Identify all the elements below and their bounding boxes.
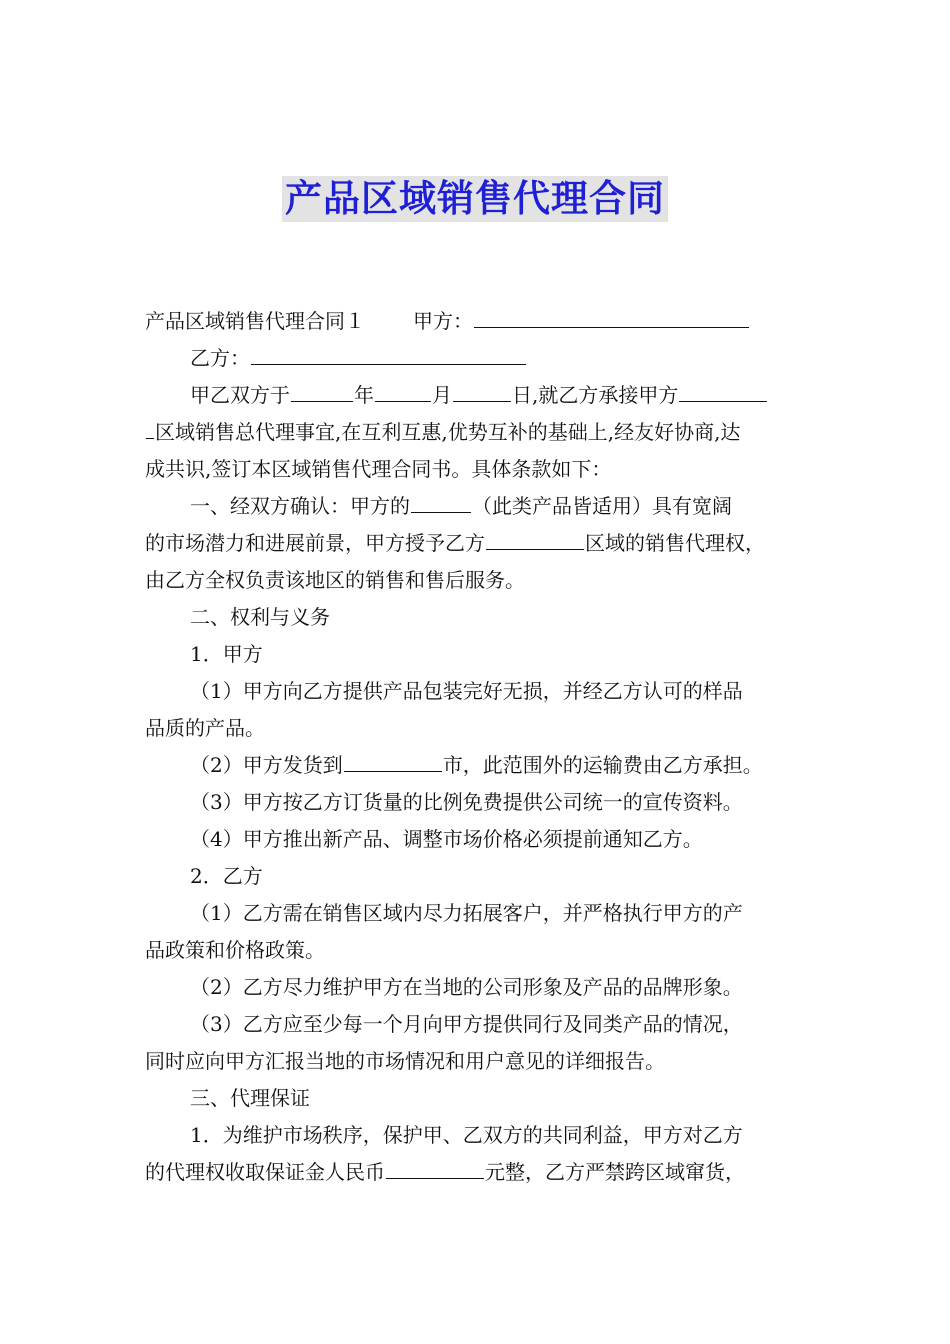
party-a-blank: [474, 303, 749, 328]
intro-text: 区域销售总代理事宜,在互利互惠,优势互补的基础上,经友好协商,达: [155, 420, 741, 444]
year-blank: [291, 377, 353, 402]
header-line: [145, 303, 810, 340]
clause-b3-line-2: [145, 1043, 810, 1080]
city-blank: [344, 747, 442, 772]
clause-text: 元整，乙方严禁跨区域窜货，: [485, 1160, 745, 1184]
section2-heading: [145, 599, 810, 636]
clause-text: （4）甲方推出新产品、调整市场价格必须提前通知乙方。: [190, 827, 703, 851]
clause-text: （2）甲方发货到: [190, 753, 343, 777]
clause-text: 品政策和价格政策。: [145, 938, 325, 962]
document-title: 产品区域销售代理合同: [282, 176, 668, 222]
clause-b1-line-1: [145, 895, 810, 932]
title-container: [0, 176, 950, 222]
deposit-blank: [386, 1154, 484, 1179]
product-blank: [411, 488, 471, 513]
clause-a2: [145, 747, 810, 784]
party-b-heading: [145, 858, 810, 895]
intro-text: 年: [354, 383, 374, 407]
intro-text: 月: [432, 383, 452, 407]
intro-line-1: [145, 377, 810, 414]
intro-text: 甲乙双方于: [190, 383, 290, 407]
party-a-heading: [145, 636, 810, 673]
intro-text: 成共识,签订本区域销售代理合同书。具体条款如下：: [145, 457, 612, 481]
clause-a1-line-1: [145, 673, 810, 710]
clause-text: 市，此范围外的运输费由乙方承担。: [442, 753, 763, 777]
clause-a3: [145, 784, 810, 821]
section1-text: 由乙方全权负责该地区的销售和售后服务。: [145, 568, 525, 592]
clause-text: （1）乙方需在销售区域内尽力拓展客户，并严格执行甲方的产: [190, 901, 743, 925]
clause-text: 品质的产品。: [145, 716, 265, 740]
clause-a1-line-2: [145, 710, 810, 747]
area-blank: [486, 525, 584, 550]
party-a-label: 甲方：: [413, 309, 473, 333]
section-heading: 三、代理保证: [190, 1086, 310, 1110]
clause-text: （2）乙方尽力维护甲方在当地的公司形象及产品的品牌形象。: [190, 975, 743, 999]
section3-heading: [145, 1080, 810, 1117]
region-blank: [679, 377, 767, 402]
section1-line-3: [145, 562, 810, 599]
day-blank: [453, 377, 511, 402]
contract-ref: 产品区域销售代理合同１: [145, 309, 365, 333]
clause-b3-line-1: [145, 1006, 810, 1043]
month-blank: [375, 377, 431, 402]
document-body: [145, 303, 810, 1191]
region-blank-cont: [146, 414, 154, 439]
section-heading: 二、权利与义务: [190, 605, 330, 629]
party-b-label: 乙方：: [190, 346, 250, 370]
clause-a4: [145, 821, 810, 858]
section1-text: 区域的销售代理权，: [585, 531, 765, 555]
clause-b2: [145, 969, 810, 1006]
subsection-heading: 2．乙方: [190, 864, 263, 888]
clause-text: （3）甲方按乙方订货量的比例免费提供公司统一的宣传资料。: [190, 790, 743, 814]
clause-text: 同时应向甲方汇报当地的市场情况和用户意见的详细报告。: [145, 1049, 665, 1073]
intro-line-3: [145, 451, 810, 488]
clause-text: （3）乙方应至少每一个月向甲方提供同行及同类产品的情况，: [190, 1012, 743, 1036]
party-b-blank: [251, 340, 526, 365]
clause-b1-line-2: [145, 932, 810, 969]
subsection-heading: 1．甲方: [190, 642, 263, 666]
section1-text: 的市场潜力和进展前景，甲方授予乙方: [145, 531, 485, 555]
clause-text: 的代理权收取保证金人民币: [145, 1160, 385, 1184]
clause-text: 1．为维护市场秩序，保护甲、乙双方的共同利益，甲方对乙方: [190, 1123, 743, 1147]
section1-line-2: [145, 525, 810, 562]
clause-text: （1）甲方向乙方提供产品包装完好无损，并经乙方认可的样品: [190, 679, 743, 703]
section1-line-1: [145, 488, 810, 525]
intro-text: 日,就乙方承接甲方: [512, 383, 679, 407]
party-b-line: [145, 340, 810, 377]
section3-line-2: [145, 1154, 810, 1191]
section1-text: 一、经双方确认：甲方的: [190, 494, 410, 518]
section1-text: （此类产品皆适用）具有宽阔: [472, 494, 732, 518]
intro-line-2: [145, 414, 810, 451]
section3-line-1: [145, 1117, 810, 1154]
